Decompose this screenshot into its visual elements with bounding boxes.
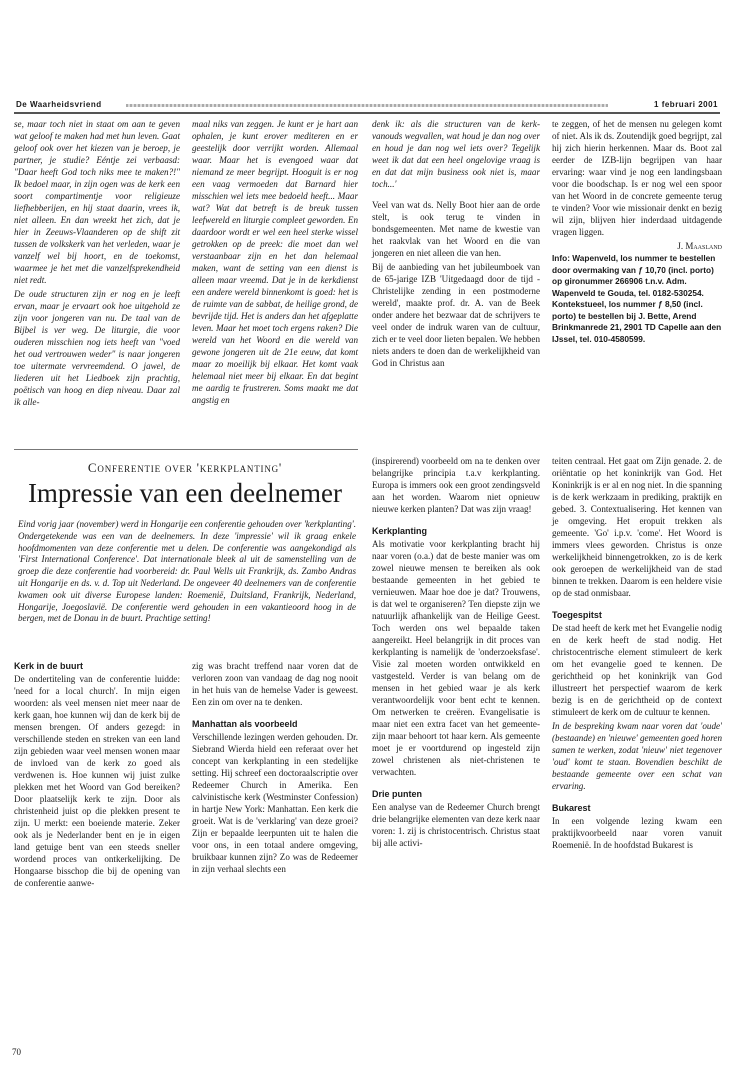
top-article-col4 bbox=[552, 118, 722, 345]
para-col2-opening: zig was bracht treffend naar voren dat de verloren zoon van vandaag de dag nog nooit in het huis van de hemelse Vader is geweest. Een zin om over na te denken. bbox=[192, 661, 358, 707]
issue-date: 1 februari 2001 bbox=[654, 100, 718, 109]
running-header bbox=[14, 98, 720, 114]
info-box: Info: Wapenveld, los nummer te bestellen door overmaking van ƒ 10,70 (incl. porto) op gironummer 266906 t.n.v. Adm. Wapenveld te Gouda, tel. 0182-530254. Kontekstueel, los nummer ƒ 8,50 (incl. porto) te bestellen bij J. Bette, Arend Brinkmanrede 21, 2901 TD Capelle aan den IJssel, tel. 010-4580599. bbox=[552, 253, 722, 344]
article-col3 bbox=[372, 455, 540, 851]
heading-bukarest: Bukarest bbox=[552, 803, 591, 813]
article-col1 bbox=[14, 660, 180, 891]
section-divider bbox=[14, 449, 358, 450]
heading-kerkplanting: Kerkplanting bbox=[372, 526, 428, 536]
article-intro: Eind vorig jaar (november) werd in Hongarije een conferentie gehouden over 'kerkplanting'. Ondergetekende was een van de deelnemers. In deze 'impressie' wil ik graag enkele hoofdmomenten van deze conferentie met u delen. De conferentie was aangekondigd als 'First International Conference'. Dat internationale bleek al uit de samenstelling van de groep die deze conferentie had voorbereid: dr. Paul Wells uit Frankrijk, ds. Zambo Andras uit Hongarije en ds. v. d. Top uit Nederland. De ongeveer 40 deelnemers van de conferentie kwamen ook uit diverse Europese landen: Roemenië, Duitsland, Frankrijk, Nederland, Hongarije, Joegoslavië. De conferentie werd gehouden in een vakantieoord hoog in de bergen, met de Donau in de buurt. Prachtige setting! bbox=[18, 519, 356, 624]
top-col3-quote: denk ik: als die structuren van de kerk-vanouds wegvallen, wat houd je dan nog over en houd je dan nog wel iets over? Tegelijk weet ik dat dat een heel ongelovige vraag is en dat dat mijn business ook niet is, maar toch...' bbox=[372, 119, 540, 189]
top-article-col3 bbox=[372, 118, 540, 371]
para-bukarest: In een volgende lezing kwam een praktijkvoorbeeld naar voren vanuit Roemenië. In de hoofdstad Bukarest is bbox=[552, 816, 722, 850]
heading-toegespitst: Toegespitst bbox=[552, 610, 602, 620]
article-col2 bbox=[192, 660, 358, 877]
para-col3-opening: (inspirerend) voorbeeld om na te denken over belangrijke principia t.a.v kerkplanting. Europa is immers ook een groot zendingsveld aan het worden. Waarom niet opnieuw nieuwe kerken planten? Dat was zijn vraag! bbox=[372, 456, 540, 514]
top-article-col2 bbox=[192, 118, 358, 408]
article-col4 bbox=[552, 455, 722, 853]
top-col4-para: te zeggen, of het de mensen nu gelegen komt of niet. Als ik ds. Zoutendijk goed begrijpt, zal hij zich hierin herkennen. Maar ds. Boot zal eerder de IZB-lijn begrijpen van haar ervaring: waar vind je nog een landingsbaan voor die boodschap. Is er nog wel een spoor van het Woord in de concrete gemeente terug te vinden? Voor wie missionair denkt en bezig wil zijn, blijven hier inderdaad uitdagende vragen liggen. bbox=[552, 119, 722, 237]
heading-kerk-in-de-buurt: Kerk in de buurt bbox=[14, 661, 84, 671]
article-kicker: Conferentie over 'kerkplanting' bbox=[87, 460, 283, 475]
top-col1-para2: De oude structuren zijn er nog en je leeft ervan, maar je ervaart ook hoe uitgehold ze zijn voor jongeren van nu. De taal van de Bijbel is ver weg. De liturgie, die voor ouderen misschien nog iets heeft van "voed het oud vertrouwen weder" is naar jongeren toe uitermate vervreemdend. O jawel, de liederen uit het Liedboek zijn prachtig, poëtisch van hoog en diep niveau. Daar zal ik alle- bbox=[14, 289, 180, 407]
top-article-col1 bbox=[14, 118, 180, 410]
top-col3-para2: Bij de aanbieding van het jubileumboek van de 65-jarige IZB 'Uitgedaagd door de tijd - Christelijke zending in een postmoderne wereld', maakte prof. dr. A. van de Beek onder andere het bezwaar dat de schrijvers te veel onder de indruk waren van de cultuur, zich er te veel door lieten bepalen. We hebben niets anders te doen dan de werkelijkheid van God in Christus aan bbox=[372, 262, 540, 368]
top-col1-para1: se, maar toch niet in staat om aan te geven wat geloof te maken had met hun leven. Gaat geloof ook over het kiezen van je beroep, je partner, je studie? Eéntje zei verbaasd: "Daar heeft God toch niks mee te maken?!" Ik bedoel maar, in zijn ogen was de kerk een soort compartimentje voor religieuze liefhebberijen, en hij staat daarin, vrees ik, niet alleen. En dan wreekt het zich, dat je hier in Zeeuws-Vlaanderen op de shift zit tussen de volkskerk van het verleden, waar je vanzelf wel bij hoort, en de toekomst, waarmee je het met die vanzelfsprekendheid niet redt. bbox=[14, 119, 180, 285]
para-kerk-in-de-buurt: De ondertiteling van de conferentie luidde: 'need for a local church'. In mijn eigen woorden: als veel mensen niet meer naar de kerk gaan, hoe kunnen wij dan de kerk bij de mensen brengen. Of anders gezegd: in verschillende steden en streken van een land zijn gebieden waar veel mensen wonen maar de invloed van de kerk zo goed als verdwenen is. Hoe kunnen wij juist zulke plekken met het Woord van God bereiken? Door plaatselijk kerk te zijn. Door als christenheid juist op die plekken present te zijn. U merkt: een boeiende materie. Zeker ook als je Nederlander bent en je in eigen land getuige bent van een steeds sneller wordend proces van ontkerkelijking. De Hongaarse bisschop die bij de opening van de conferentie aanwe- bbox=[14, 674, 180, 888]
para-col4-opening: teiten centraal. Het gaat om Zijn genade. 2. de oriëntatie op het koninkrijk van God. Het Koninkrijk is er al en nog niet. In die spanning is de kerk werkzaam in prediking, praktijk en gebed. 3. Contextualisering. Het kennen van je omgeving. Het eropuit trekken als gemeente. 'Go' i.p.v. 'come'. Het Woord is immers vlees geworden. Christus is onze werkelijkheid binnengetrokken, zo is de kerk ook geroepen de werkelijkheid van de stad binnen te trekken. Daarom is een heldere visie op de stad onmisbaar. bbox=[552, 456, 722, 598]
heading-manhattan: Manhattan als voorbeeld bbox=[192, 719, 298, 729]
para-kerkplanting: Als motivatie voor kerkplanting bracht hij naar voren (o.a.) dat de beste manier was om zowel nieuwe mensen te bereiken als ook bestaande gemeenten in het gebied te vernieuwen. Maar hoe doe je dat? Trouwens, is dat wel te organiseren? Ten diepste zijn we natuurlijk afhankelijk van de Heilige Geest. Toch werden ons wel bepaalde taken aangereikt. Heel belangrijk in dit proces van kerkplanting is namelijk de 'onderzoeksfase'. Visie zal moeten worden ontwikkeld en vastgesteld. Verder is van belang om de mensen in het gebied waar je als kerk verantwoordelijk voor bent echt te kennen. Om netwerken te creëren. Evangelisatie is maar niet een extra facet van het gemeente-zijn maar behoort tot haar kern. Als gemeente moet je er voortdurend op ingesteld zijn zowel christenen als niet-christenen te verwachten. bbox=[372, 539, 540, 777]
article-title: Impressie van een deelnemer bbox=[27, 478, 343, 508]
header-decorative-bar bbox=[126, 104, 608, 107]
publication-name: De Waarheidsvriend bbox=[16, 100, 102, 109]
top-col2-para: maal niks van zeggen. Je kunt er je hart aan ophalen, je kunt erover mediteren en er geestelijk door verrijkt worden. Allemaal waar. Maar het is evengoed waar dat niemand ze meer begrijpt. Hooguit is er nog een vaag vermoeden dat Barnard hier misschien wel iets mee bedoeld heeft... Maar wat? Wat dat betreft is de breuk tussen leefwereld en liturgie compleet geworden. En daardoor wordt er wel een heel sterke wissel getrokken op de preek: die moet dan wel verstaanbaar zijn en het dan helemaal maken, want de setting van een dienst is alleen maar vreemd. Dat je in de kerkdienst een andere wereld binnenkomt is goed: het is de ruimte van de sabbat, de heilige grond, de bevrijde tijd. Het is anders dan het afgeplatte leven. Maar het moet toch ergens raken? Die wereld van het Woord en die wereld van gewone jongeren uit de 21e eeuw, dat komt maar zo moeilijk bij elkaar. Het komt vaak helemaal niet meer bij elkaar. En dat begint me aardig te frustreren. Soms maakt me dat angstig en bbox=[192, 119, 358, 405]
page-number: 70 bbox=[12, 1047, 21, 1057]
heading-drie-punten: Drie punten bbox=[372, 789, 423, 799]
author-signature: J. Maasland bbox=[677, 241, 722, 251]
para-toegespitst-italic: In de bespreking kwam naar voren dat 'oude' (bestaande) en 'nieuwe' gemeenten goed horen samen te werken, zodat 'nieuw' niet tegenover 'oud' komt te staan. Bovendien beschikt de bestaande gemeente over een schat van ervaring. bbox=[552, 721, 722, 791]
para-toegespitst: De stad heeft de kerk met het Evangelie nodig en de kerk heeft de stad nodig. Het christocentrische element stimuleert de kerk om het evangelie goed te kennen. De gerichtheid op het koninkrijk van God illustreert het perspectief waarom de kerk bezig is en de gerichtheid op de context stimuleert de kerk om de cultuur te kennen. bbox=[552, 623, 722, 717]
para-drie-punten: Een analyse van de Redeemer Church brengt drie belangrijke elementen van deze kerk naar voren: 1. zij is christocentrisch. Christus staat bij alle activi- bbox=[372, 802, 540, 848]
top-col3-para1: Veel van wat ds. Nelly Boot hier aan de orde stelt, is ook terug te vinden in bondsgemeenten. Met name de kwestie van het raakvlak van het Woord en die van jongeren en niet alleen die van hen. bbox=[372, 200, 540, 258]
para-manhattan: Verschillende lezingen werden gehouden. Dr. Siebrand Wierda hield een referaat over het concept van kerkplanting in een stedelijke setting. Hij schreef een doctoraalscriptie over Redeemer Church in Amerika. Een calvinistische kerk (Westminster Confession) in hartje New York: Manhattan. Een kerk die groeit. Wat is de 'verklaring' van deze groei? Zijn er bepaalde leerpunten uit te halen die voor ons, in een totaal andere omgeving, bruikbaar kunnen zijn? Zo was de Redeemer in zijn verhaal slechts een bbox=[192, 732, 358, 874]
